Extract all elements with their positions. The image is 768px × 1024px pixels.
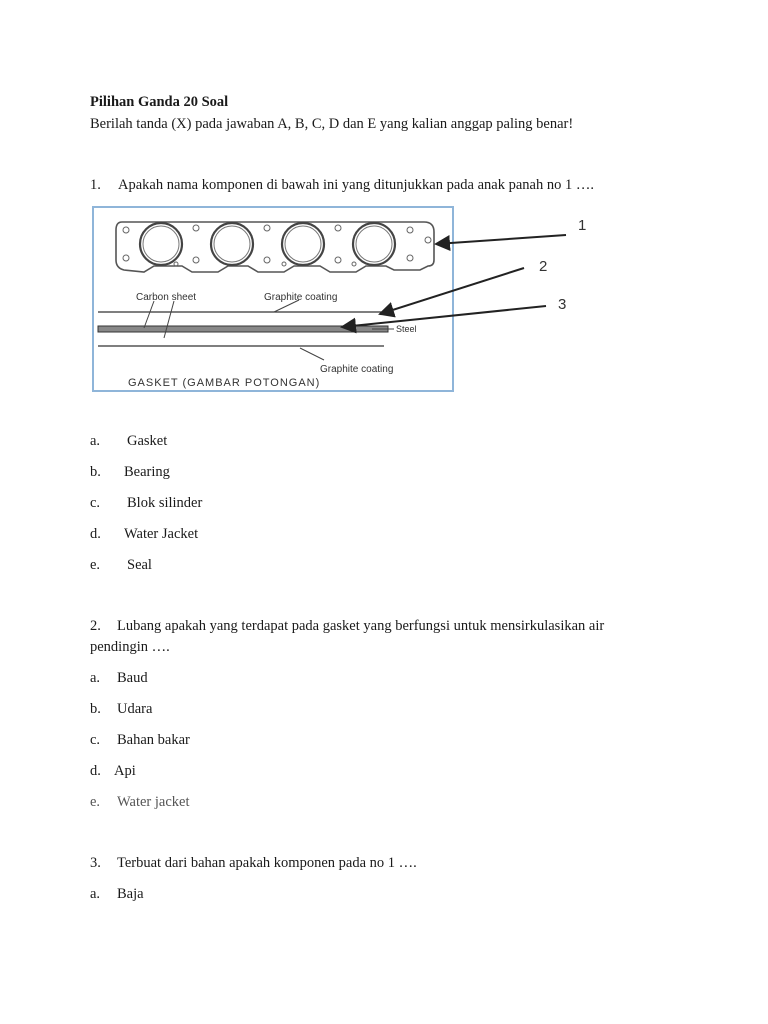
- option-letter: a.: [90, 433, 101, 449]
- option-letter: c.: [90, 495, 101, 511]
- option-text: Blok silinder: [127, 495, 203, 511]
- graphite-top-label: Graphite coating: [264, 292, 338, 303]
- option-text: Water jacket: [117, 794, 190, 810]
- option-letter: e.: [90, 557, 101, 573]
- option-text: Baud: [117, 670, 148, 686]
- option-letter: e.: [90, 794, 101, 810]
- carbon-sheet-label: Carbon sheet: [136, 292, 197, 303]
- option-letter: d.: [90, 526, 101, 542]
- option-text: Api: [114, 763, 136, 779]
- arrow-3: [342, 306, 546, 327]
- option-letter: b.: [90, 701, 101, 717]
- question-3-text: Terbuat dari bahan apakah komponen pada no 1 ….: [117, 855, 417, 871]
- option-text: Bearing: [124, 464, 170, 480]
- question-3-number: 3.: [90, 855, 101, 871]
- question-2-text-line1: Lubang apakah yang terdapat pada gasket yang berfungsi untuk mensirkulasikan air: [117, 618, 605, 634]
- instruction-text: Berilah tanda (X) pada jawaban A, B, C, D dan E yang kalian anggap paling benar!: [90, 116, 574, 132]
- option-text: Gasket: [127, 433, 168, 449]
- option-text: Baja: [117, 886, 144, 902]
- question-1-text: Apakah nama komponen di bawah ini yang ditunjukkan pada anak panah no 1 ….: [118, 177, 594, 193]
- callout-arrows: [0, 0, 768, 420]
- option-text: Udara: [117, 701, 153, 717]
- steel-label: Steel: [396, 324, 417, 334]
- option-letter: a.: [90, 670, 101, 686]
- question-1-number: 1.: [90, 177, 101, 193]
- graphite-bottom-label: Graphite coating: [320, 364, 394, 375]
- callout-label-1: 1: [578, 217, 587, 234]
- option-text: Seal: [127, 557, 152, 573]
- option-letter: a.: [90, 886, 101, 902]
- question-2-text-line2: pendingin ….: [90, 639, 170, 655]
- option-text: Water Jacket: [124, 526, 199, 542]
- option-letter: d.: [90, 763, 101, 779]
- arrow-2: [380, 268, 524, 314]
- callout-label-2: 2: [539, 258, 548, 275]
- option-letter: b.: [90, 464, 101, 480]
- arrow-1: [436, 235, 566, 244]
- question-2-number: 2.: [90, 618, 101, 634]
- page-title: Pilihan Ganda 20 Soal: [90, 94, 229, 110]
- figure-caption: GASKET (GAMBAR POTONGAN): [128, 377, 321, 389]
- option-text: Bahan bakar: [117, 732, 190, 748]
- option-letter: c.: [90, 732, 101, 748]
- callout-label-3: 3: [558, 296, 567, 313]
